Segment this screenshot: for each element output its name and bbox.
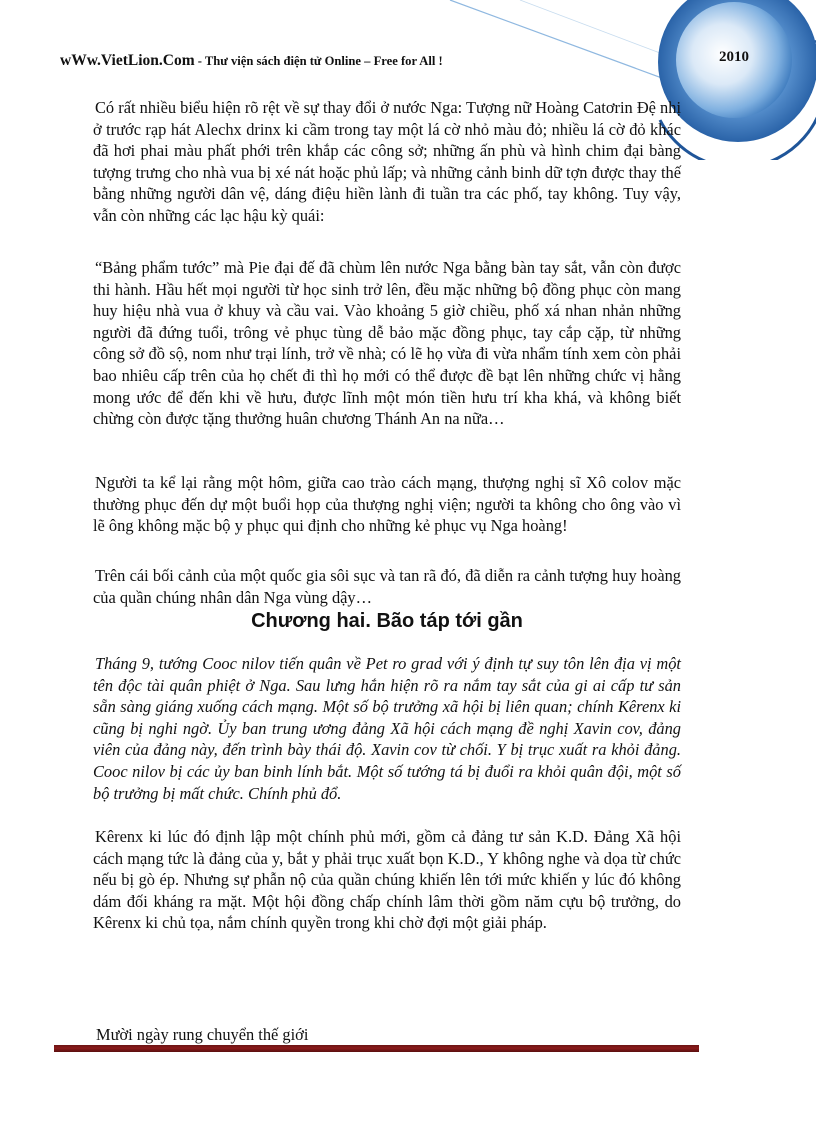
paragraph-4: Trên cái bối cảnh của một quốc gia sôi sục và tan rã đó, đã diễn ra cảnh tượng huy hoàng của quần chúng nhân dân Nga vùng dậy… (93, 566, 681, 607)
footer-bar (54, 1045, 699, 1052)
site-name[interactable]: wWw.VietLion.Com (60, 52, 195, 69)
chapter-title: Chương hai. Bão táp tới gần (251, 610, 523, 632)
paragraph-1: Có rất nhiều biểu hiện rõ rệt về sự thay đổi ở nước Nga: Tượng nữ Hoàng Catơrin Đệ nhị ở trước rạp hát Alechx drinx ki cầm trong tay một lá cờ nhỏ màu đỏ; nhiều lá cờ đỏ khác đã hơi phai màu phất phới trên khắp các công sở; những ấn phù và hình chim đại bàng tượng trưng cho nhà vua bị xé nát hoặc phủ lấp; và những cảnh binh dữ tợn được thay thế bằng những người dân vệ, dáng điệu hiền lành đi tuần tra các phố, tay không. Tuy vậy, vẫn còn những các lạc hậu kỳ quái: (93, 98, 681, 225)
paragraph-3: Người ta kể lại rằng một hôm, giữa cao trào cách mạng, thượng nghị sĩ Xô colov mặc thường phục đến dự một buổi họp của thượng nghị viện; người ta không cho ông vào vì lẽ ông không mặc bộ y phục qui định cho những kẻ phục vụ Nga hoàng! (93, 473, 681, 536)
paragraph-2: “Bảng phẩm tước” mà Pie đại đế đã chùm lên nước Nga bằng bàn tay sắt, vẫn còn được thi hành. Hầu hết mọi người từ học sinh trở lên, đều mặc những bộ đồng phục còn mang huy hiệu nhà vua ở khuy và cầu vai. Vào khoảng 5 giờ chiều, phố xá nhan nhản những người đã đứng tuổi, trông vẻ phục tùng dễ bảo mặc đồng phục, tay cắp cặp, từ những công sở đồ sộ, nom như trại lính, trở về nhà; có lẽ họ vừa đi vừa nhẩm tính xem còn phải bao nhiêu cấp trên của họ chết đi thì họ mới có thể được đề bạt lên những chức vị hằng mong ước để đến khi về hưu, được lĩnh một món tiền hưu trí kha khá, và không biết chừng còn được tặng thưởng huân chương Thánh An na nữa… (93, 258, 681, 429)
paragraph-5-italic: Tháng 9, tướng Cooc nilov tiến quân về Pet ro grad với ý định tự suy tôn lên địa vị một tên độc tài quân phiệt ở Nga. Sau lưng hắn hiện rõ ra nắm tay sắt của gi ai cấp tư sản sẵn sàng giáng xuống cách mạng. Một số bộ trưởng xã hội bị liên quan; chính Kêrenx ki cũng bị nghi ngờ. Ủy ban trung ương đảng Xã hội cách mạng đề nghị Xavin cov, đảng viên của đảng này, đến trình bày thái độ. Xavin cov từ chối. Y bị trục xuất ra khỏi đảng. Cooc nilov bị các ủy ban binh lính bắt. Một số tướng tá bị đuổi ra khỏi quân đội, một số bộ trưởng bị mất chức. Chính phủ đổ. (93, 654, 681, 803)
header-title (60, 52, 443, 70)
site-tagline: - Thư viện sách điện tử Online – Free for All ! (194, 54, 443, 68)
paragraph-6: Kêrenx ki lúc đó định lập một chính phủ mới, gồm cả đảng tư sản K.D. Đảng Xã hội cách mạng tức là đảng của y, bắt y phải trục xuất bọn K.D., Y không nghe và dọa từ chức nếu bị gò ép. Nhưng sự phẫn nộ của quần chúng khiến lên tới mức khiến y lúc đó không dám đối kháng ra mặt. Một hội đồng chấp chính lâm thời gồm năm cựu bộ trưởng, do Kêrenx ki chủ tọa, nắm chính quyền trong khi chờ đợi một giải pháp. (93, 827, 681, 933)
header-year: 2010 (719, 49, 749, 65)
footer-book-title: Mười ngày rung chuyển thế giới (96, 1025, 309, 1044)
